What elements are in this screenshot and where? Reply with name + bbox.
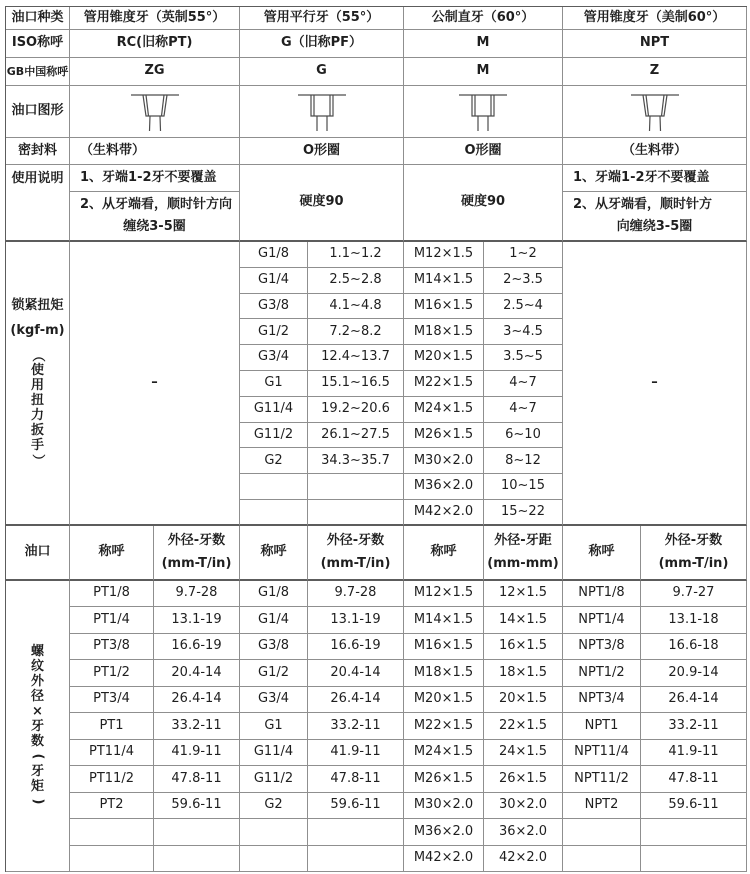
usage-npt-line1: 1、牙端1-2牙不要覆盖 [563, 165, 747, 192]
thread-pt-value-cell [154, 819, 240, 846]
port-diagram-parallel-icon [287, 89, 357, 135]
usage-npt-line2: 2、从牙端看，顺时针方 [573, 196, 713, 212]
thread-g-name-cell: G3/8 [240, 634, 308, 661]
port-corner-label: 油口 [6, 526, 70, 581]
torque-g-name-cell: G1/4 [240, 268, 308, 294]
gb-value-g: G [240, 58, 404, 86]
thread-g-value-cell: 16.6-19 [308, 634, 404, 661]
seal-value-npt: （生料带） [563, 138, 747, 165]
thread-pt-name-cell: PT3/4 [70, 687, 154, 714]
thread-m-name-cell: M42×2.0 [404, 846, 484, 873]
torque-npt-dash: – [563, 242, 747, 526]
thread-m-value-cell: 30×2.0 [484, 793, 563, 820]
torque-row-label [6, 242, 70, 526]
thread-m-name-cell: M14×1.5 [404, 607, 484, 634]
port-m-value-header [484, 526, 563, 581]
torque-m-value-cell: 1~2 [484, 242, 563, 268]
thread-npt-value-cell: 33.2-11 [641, 713, 747, 740]
torque-m-name-cell: M26×1.5 [404, 423, 484, 449]
thread-pt-value-cell: 9.7-28 [154, 581, 240, 608]
usage-rc-line23 [70, 192, 240, 242]
port-diagram-tapered-icon [120, 89, 190, 135]
torque-g-value-cell: 34.3~35.7 [308, 448, 404, 474]
thread-m-value-cell: 42×2.0 [484, 846, 563, 873]
torque-m-value-cell: 15~22 [484, 500, 563, 526]
thread-g-value-cell: 26.4-14 [308, 687, 404, 714]
torque-g-value-cell: 19.2~20.6 [308, 397, 404, 423]
torque-g-value-cell: 15.1~16.5 [308, 371, 404, 397]
thread-npt-value-cell: 47.8-11 [641, 766, 747, 793]
torque-m-name-cell: M18×1.5 [404, 319, 484, 345]
port-pt-name-header: 称呼 [70, 526, 154, 581]
usage-npt-line23 [563, 192, 747, 242]
thread-g-value-cell: 59.6-11 [308, 793, 404, 820]
torque-m-name-cell: M16×1.5 [404, 294, 484, 320]
thread-pt-name-cell: PT11/2 [70, 766, 154, 793]
thread-pt-value-cell: 47.8-11 [154, 766, 240, 793]
kind-header-npt: 管用锥度牙（美制60°） [563, 7, 747, 30]
row-label-iso: ISO称呼 [6, 30, 70, 58]
torque-g-name-cell: G2 [240, 448, 308, 474]
torque-m-value-cell: 4~7 [484, 397, 563, 423]
port-npt-value-header-line1: 外径-牙数 [664, 532, 723, 548]
thread-pt-value-cell: 20.4-14 [154, 660, 240, 687]
thread-npt-name-cell: NPT11/4 [563, 740, 641, 767]
port-diagram-m [404, 86, 563, 138]
thread-pt-name-cell: PT1/2 [70, 660, 154, 687]
thread-npt-name-cell [563, 819, 641, 846]
thread-pt-name-cell: PT1 [70, 713, 154, 740]
port-g-name-header: 称呼 [240, 526, 308, 581]
thread-g-value-cell: 33.2-11 [308, 713, 404, 740]
thread-g-name-cell: G11/2 [240, 766, 308, 793]
threads-label-vertical: 螺 纹 外 径 × 牙 数 ( 牙 矩 ) [29, 643, 45, 804]
thread-g-name-cell: G1/2 [240, 660, 308, 687]
port-diagram-g [240, 86, 404, 138]
torque-m-name-cell: M30×2.0 [404, 448, 484, 474]
thread-pt-value-cell: 59.6-11 [154, 793, 240, 820]
thread-m-value-cell: 16×1.5 [484, 634, 563, 661]
thread-pt-name-cell [70, 846, 154, 873]
row-label-seal: 密封料 [6, 138, 70, 165]
gb-value-npt: Z [563, 58, 747, 86]
port-npt-name-header: 称呼 [563, 526, 641, 581]
thread-g-value-cell: 13.1-19 [308, 607, 404, 634]
torque-g-value-cell [308, 474, 404, 500]
usage-g-hardness: 硬度90 [240, 165, 404, 242]
port-m-name-header: 称呼 [404, 526, 484, 581]
torque-g-value-cell: 7.2~8.2 [308, 319, 404, 345]
thread-pt-value-cell: 16.6-19 [154, 634, 240, 661]
port-m-value-header-line2: (mm-mm) [487, 555, 559, 571]
thread-pt-value-cell: 26.4-14 [154, 687, 240, 714]
thread-npt-value-cell: 41.9-11 [641, 740, 747, 767]
port-g-value-header [308, 526, 404, 581]
usage-rc-line2: 2、从牙端看，顺时针方向 [80, 196, 233, 212]
port-diagram-parallel-icon [448, 89, 518, 135]
thread-npt-name-cell: NPT1/4 [563, 607, 641, 634]
thread-m-value-cell: 14×1.5 [484, 607, 563, 634]
torque-g-name-cell: G11/4 [240, 397, 308, 423]
thread-m-name-cell: M22×1.5 [404, 713, 484, 740]
torque-g-name-cell: G1/2 [240, 319, 308, 345]
thread-npt-value-cell [641, 819, 747, 846]
thread-m-name-cell: M12×1.5 [404, 581, 484, 608]
thread-m-value-cell: 22×1.5 [484, 713, 563, 740]
thread-npt-name-cell: NPT11/2 [563, 766, 641, 793]
thread-g-value-cell: 41.9-11 [308, 740, 404, 767]
thread-npt-value-cell: 26.4-14 [641, 687, 747, 714]
thread-m-name-cell: M16×1.5 [404, 634, 484, 661]
thread-spec-table [5, 6, 747, 872]
torque-g-name-cell [240, 500, 308, 526]
torque-g-name-cell: G3/4 [240, 345, 308, 371]
port-pt-value-header-line1: 外径-牙数 [167, 532, 226, 548]
seal-value-rc: （生料带） [70, 138, 240, 165]
thread-g-name-cell: G1/8 [240, 581, 308, 608]
thread-m-name-cell: M24×1.5 [404, 740, 484, 767]
torque-m-value-cell: 6~10 [484, 423, 563, 449]
torque-m-value-cell: 10~15 [484, 474, 563, 500]
torque-m-value-cell: 2~3.5 [484, 268, 563, 294]
torque-m-name-cell: M36×2.0 [404, 474, 484, 500]
iso-value-rc: RC(旧称PT) [70, 30, 240, 58]
thread-npt-value-cell: 16.6-18 [641, 634, 747, 661]
thread-npt-value-cell [641, 846, 747, 873]
torque-rc-dash: – [70, 242, 240, 526]
thread-m-name-cell: M30×2.0 [404, 793, 484, 820]
kind-header-g: 管用平行牙（55°） [240, 7, 404, 30]
thread-m-value-cell: 36×2.0 [484, 819, 563, 846]
thread-g-value-cell: 20.4-14 [308, 660, 404, 687]
thread-npt-name-cell: NPT1/2 [563, 660, 641, 687]
torque-m-name-cell: M24×1.5 [404, 397, 484, 423]
thread-npt-name-cell: NPT1/8 [563, 581, 641, 608]
port-diagram-tapered-icon [620, 89, 690, 135]
thread-m-value-cell: 20×1.5 [484, 687, 563, 714]
row-label-diagram: 油口图形 [6, 86, 70, 138]
torque-m-name-cell: M42×2.0 [404, 500, 484, 526]
thread-pt-name-cell: PT2 [70, 793, 154, 820]
usage-rc-line1: 1、牙端1-2牙不要覆盖 [70, 165, 240, 192]
thread-npt-value-cell: 13.1-18 [641, 607, 747, 634]
thread-g-name-cell: G3/4 [240, 687, 308, 714]
torque-m-value-cell: 2.5~4 [484, 294, 563, 320]
thread-g-value-cell [308, 819, 404, 846]
torque-g-name-cell [240, 474, 308, 500]
thread-g-name-cell [240, 846, 308, 873]
torque-g-value-cell [308, 500, 404, 526]
torque-g-value-cell: 4.1~4.8 [308, 294, 404, 320]
threads-row-label [6, 581, 70, 873]
port-m-value-header-line1: 外径-牙距 [494, 532, 552, 548]
seal-value-m: O形圈 [404, 138, 563, 165]
torque-g-name-cell: G1 [240, 371, 308, 397]
thread-npt-name-cell: NPT3/8 [563, 634, 641, 661]
thread-g-name-cell: G11/4 [240, 740, 308, 767]
thread-pt-value-cell: 13.1-19 [154, 607, 240, 634]
thread-m-value-cell: 18×1.5 [484, 660, 563, 687]
torque-m-value-cell: 3~4.5 [484, 319, 563, 345]
thread-m-value-cell: 12×1.5 [484, 581, 563, 608]
port-g-value-header-line1: 外径-牙数 [326, 532, 385, 548]
thread-m-name-cell: M18×1.5 [404, 660, 484, 687]
torque-m-value-cell: 8~12 [484, 448, 563, 474]
kind-header-m: 公制直牙（60°） [404, 7, 563, 30]
torque-m-name-cell: M12×1.5 [404, 242, 484, 268]
thread-npt-name-cell: NPT2 [563, 793, 641, 820]
gb-value-m: M [404, 58, 563, 86]
thread-g-name-cell: G1 [240, 713, 308, 740]
thread-npt-value-cell: 20.9-14 [641, 660, 747, 687]
thread-pt-name-cell: PT3/8 [70, 634, 154, 661]
thread-m-name-cell: M36×2.0 [404, 819, 484, 846]
torque-m-name-cell: M14×1.5 [404, 268, 484, 294]
row-label-usage: 使用说明 [6, 165, 70, 242]
row-label-kind: 油口种类 [6, 7, 70, 30]
torque-m-name-cell: M20×1.5 [404, 345, 484, 371]
torque-m-value-cell: 3.5~5 [484, 345, 563, 371]
usage-rc-line3: 缠绕3-5圈 [123, 219, 186, 234]
port-pt-value-header [154, 526, 240, 581]
thread-g-name-cell: G2 [240, 793, 308, 820]
thread-m-name-cell: M26×1.5 [404, 766, 484, 793]
thread-g-name-cell: G1/4 [240, 607, 308, 634]
port-npt-value-header [641, 526, 747, 581]
port-pt-value-header-line2: (mm-T/in) [161, 555, 232, 571]
thread-m-value-cell: 24×1.5 [484, 740, 563, 767]
thread-pt-value-cell: 33.2-11 [154, 713, 240, 740]
thread-g-name-cell [240, 819, 308, 846]
torque-g-value-cell: 1.1~1.2 [308, 242, 404, 268]
thread-pt-value-cell: 41.9-11 [154, 740, 240, 767]
torque-label-line2: (kgf-m) [10, 322, 65, 338]
torque-g-value-cell: 12.4~13.7 [308, 345, 404, 371]
thread-npt-name-cell: NPT1 [563, 713, 641, 740]
thread-g-value-cell: 9.7-28 [308, 581, 404, 608]
torque-g-name-cell: G3/8 [240, 294, 308, 320]
port-diagram-rc [70, 86, 240, 138]
thread-pt-name-cell: PT1/8 [70, 581, 154, 608]
thread-npt-name-cell: NPT3/4 [563, 687, 641, 714]
gb-value-rc: ZG [70, 58, 240, 86]
torque-g-value-cell: 26.1~27.5 [308, 423, 404, 449]
kind-header-rc: 管用锥度牙（英制55°） [70, 7, 240, 30]
thread-npt-value-cell: 9.7-27 [641, 581, 747, 608]
torque-g-value-cell: 2.5~2.8 [308, 268, 404, 294]
thread-npt-name-cell [563, 846, 641, 873]
thread-m-value-cell: 26×1.5 [484, 766, 563, 793]
thread-pt-name-cell: PT1/4 [70, 607, 154, 634]
thread-m-name-cell: M20×1.5 [404, 687, 484, 714]
port-diagram-npt [563, 86, 747, 138]
port-npt-value-header-line2: (mm-T/in) [658, 555, 729, 571]
seal-value-g: O形圈 [240, 138, 404, 165]
thread-pt-name-cell [70, 819, 154, 846]
thread-g-value-cell: 47.8-11 [308, 766, 404, 793]
torque-g-name-cell: G11/2 [240, 423, 308, 449]
torque-label-line1: 锁紧扭矩 [11, 297, 64, 313]
torque-m-value-cell: 4~7 [484, 371, 563, 397]
thread-g-value-cell [308, 846, 404, 873]
thread-pt-name-cell: PT11/4 [70, 740, 154, 767]
torque-m-name-cell: M22×1.5 [404, 371, 484, 397]
torque-g-name-cell: G1/8 [240, 242, 308, 268]
iso-value-npt: NPT [563, 30, 747, 58]
torque-label-vertical: （ 使 用 扭 力 扳 手 ） [29, 349, 45, 468]
usage-npt-line3: 向缠绕3-5圈 [616, 219, 693, 234]
port-g-value-header-line2: (mm-T/in) [320, 555, 391, 571]
thread-npt-value-cell: 59.6-11 [641, 793, 747, 820]
iso-value-m: M [404, 30, 563, 58]
usage-m-hardness: 硬度90 [404, 165, 563, 242]
iso-value-g: G（旧称PF） [240, 30, 404, 58]
row-label-gb: GB中国称呼 [6, 58, 70, 86]
thread-pt-value-cell [154, 846, 240, 873]
